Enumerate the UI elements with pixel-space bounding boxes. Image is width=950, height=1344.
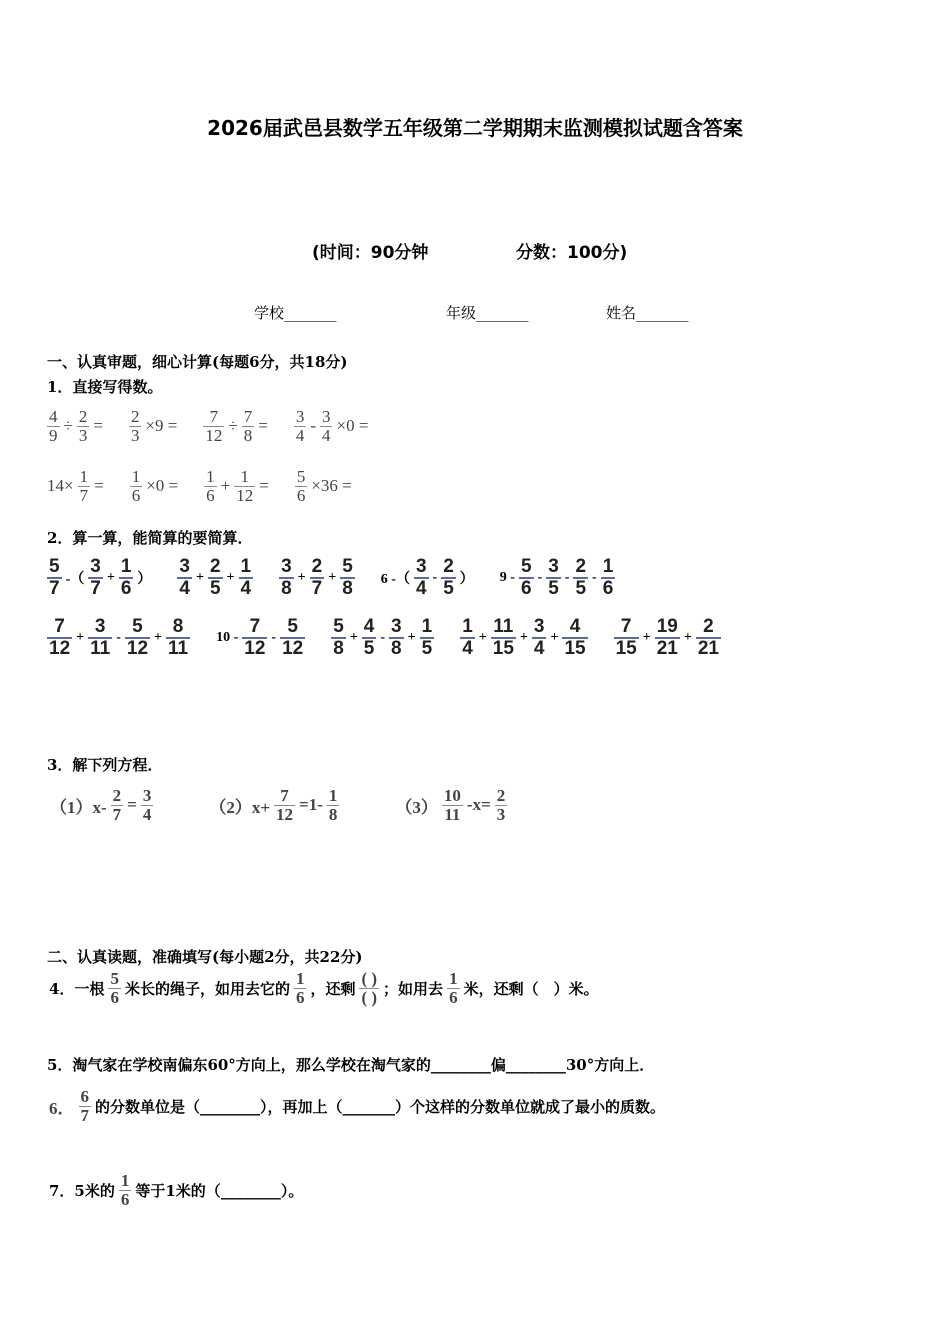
expression-text: 10 - [216, 629, 239, 645]
numerator: 2 [130, 407, 140, 426]
numerator: 5 [520, 556, 532, 577]
fraction [460, 617, 475, 659]
expression-text: ×9 = [145, 416, 178, 436]
expression-text: ×36 = [311, 476, 352, 496]
denominator: 3 [78, 425, 88, 445]
expression-text: + [642, 629, 651, 645]
fraction [78, 468, 91, 505]
denominator: 6 [120, 577, 132, 599]
denominator: 8 [333, 637, 344, 659]
denominator: 4 [142, 804, 152, 824]
denominator: 6 [296, 485, 306, 505]
fraction [294, 970, 307, 1007]
numerator: 1 [295, 969, 305, 988]
fraction [442, 787, 463, 824]
denominator: 11 [444, 804, 461, 824]
denominator: 7 [90, 577, 101, 599]
expression-text: -x= [466, 795, 491, 815]
fraction [141, 787, 154, 824]
expression-text: - [592, 569, 597, 585]
denominator: 6 [110, 987, 119, 1007]
numerator: 1 [79, 467, 89, 486]
q5: 5．淘气家在学校南偏东60°方向上，那么学校在淘气家的________偏________30°方向上． [47, 1056, 655, 1074]
expression [292, 408, 371, 445]
denominator: 15 [492, 637, 514, 659]
expression-text: 等于1米的（________）。 [135, 1181, 304, 1200]
fraction [562, 617, 587, 659]
fraction [47, 408, 60, 445]
expression-text: + [106, 569, 115, 585]
expression-text: - [271, 629, 277, 645]
expression [175, 557, 255, 599]
numerator: 1 [120, 1171, 130, 1190]
denominator: 4 [179, 577, 190, 599]
expression-text: = [258, 416, 268, 436]
grade-field: 年级_______ [446, 304, 529, 322]
q3-equations [48, 787, 531, 824]
fraction [601, 557, 616, 599]
fraction [495, 787, 508, 824]
fraction [532, 617, 547, 659]
denominator: 4 [295, 425, 305, 445]
expression [379, 557, 476, 599]
expression-text: - [380, 629, 386, 645]
fraction [130, 468, 143, 505]
expression-text: ×0 = [146, 476, 179, 496]
denominator: 6 [120, 1189, 130, 1209]
expression [214, 617, 307, 659]
expression-text: + [220, 476, 231, 496]
q2-label: 2．算一算，能简算的要简算． [47, 529, 253, 547]
denominator: 12 [205, 425, 223, 445]
numerator: 7 [249, 616, 261, 637]
numerator: 5 [287, 616, 298, 637]
fraction [279, 557, 294, 599]
denominator: 21 [656, 637, 678, 659]
denominator: 5 [575, 577, 587, 599]
expression-text: + [519, 629, 528, 645]
expression [207, 787, 341, 824]
fraction [119, 557, 134, 599]
denominator: 12 [236, 485, 254, 505]
fraction [519, 557, 534, 599]
denominator: 5 [443, 577, 454, 599]
expression-text: 14× [47, 476, 74, 496]
denominator: 5 [548, 577, 559, 599]
denominator: 6 [295, 987, 305, 1007]
fraction [327, 787, 340, 824]
expression-text: （2）x+ [209, 797, 271, 817]
expression-text: 7．5米的 [49, 1181, 115, 1200]
denominator: 8 [342, 577, 353, 599]
denominator: 6 [520, 577, 532, 599]
denominator: 4 [533, 637, 545, 659]
numerator: 1 [602, 556, 614, 577]
fraction [447, 970, 460, 1007]
expression-text: + [328, 569, 337, 585]
expression-text: 米长的绳子，如用去它的 [124, 979, 290, 998]
denominator: 7 [112, 804, 122, 824]
numerator: 5 [49, 556, 60, 577]
q1-row1 [45, 408, 392, 445]
denominator: 6 [449, 987, 458, 1007]
denominator: 21 [697, 637, 719, 659]
denominator: 4 [415, 577, 427, 599]
denominator: 6 [131, 485, 141, 505]
fraction [696, 617, 721, 659]
fraction [204, 468, 217, 505]
q2-row2 [45, 617, 745, 659]
fraction [242, 617, 267, 659]
fraction [208, 557, 223, 599]
denominator: 3 [130, 425, 140, 445]
fraction [294, 408, 307, 445]
numerator: 1 [449, 969, 458, 988]
fraction [441, 557, 456, 599]
fraction [77, 408, 90, 445]
fraction [280, 617, 305, 659]
q3-label: 3．解下列方程． [47, 756, 163, 774]
q7 [47, 1172, 305, 1209]
fraction [125, 617, 150, 659]
expression-text: + [297, 569, 306, 585]
exam-score: 分数：100分) [516, 243, 628, 263]
numerator: 1 [421, 616, 433, 637]
numerator: 7 [243, 407, 253, 426]
fraction [340, 557, 355, 599]
expression-text: + [349, 629, 358, 645]
expression-text: 米，还剩（ ）米。 [463, 979, 599, 998]
exam-time: (时间：90分钟 [312, 243, 429, 263]
fraction [234, 468, 255, 505]
denominator: 5 [209, 577, 221, 599]
expression [45, 408, 105, 445]
fraction [108, 970, 121, 1007]
numerator: 7 [209, 407, 219, 426]
section-1-heading: 一、认真审题，细心计算(每题6分，共18分) [47, 353, 348, 371]
numerator: 3 [533, 616, 545, 637]
numerator: 2 [575, 556, 587, 577]
fraction [655, 617, 680, 659]
fraction [362, 617, 377, 659]
fraction [414, 557, 429, 599]
numerator: 3 [90, 556, 101, 577]
numerator: 1 [131, 467, 141, 486]
expression-text: - [564, 569, 570, 585]
expression [202, 468, 271, 505]
expression [458, 617, 589, 659]
q6 [47, 1088, 667, 1125]
numerator: 5 [342, 556, 353, 577]
fraction [331, 617, 346, 659]
fraction [573, 557, 588, 599]
fraction [47, 557, 62, 599]
fraction [129, 408, 142, 445]
fraction [274, 787, 295, 824]
fraction [166, 617, 190, 659]
numerator: 7 [620, 616, 632, 637]
expression-text: -（ [65, 571, 85, 587]
numerator: 1 [240, 467, 249, 486]
q1-label: 1．直接写得数。 [47, 378, 163, 396]
denominator: 15 [564, 637, 586, 659]
numerator: 1 [462, 616, 473, 637]
numerator: 4 [363, 616, 375, 637]
expression-text: + [478, 629, 487, 645]
fraction [203, 408, 224, 445]
expression-text: ） [459, 571, 474, 587]
numerator: 3 [179, 556, 190, 577]
expression-text: ；如用去 [383, 979, 444, 998]
expression-text: + [76, 629, 85, 645]
expression-text: ×0 = [336, 416, 369, 436]
numerator: 2 [78, 407, 88, 426]
expression-text: + [226, 569, 235, 585]
numerator: 8 [172, 616, 184, 637]
expression [329, 617, 436, 659]
numerator: 10 [443, 786, 461, 805]
fraction [111, 787, 124, 824]
numerator: 2 [443, 556, 454, 577]
numerator: 3 [142, 786, 152, 805]
expression-text: ） [137, 571, 152, 587]
fraction [239, 557, 254, 599]
expression-text: = [259, 476, 269, 496]
numerator: 3 [415, 556, 427, 577]
fraction [491, 617, 516, 659]
numerator: 4 [569, 616, 581, 637]
fraction [320, 408, 333, 445]
numerator: 1 [328, 786, 338, 805]
expression [48, 787, 155, 824]
q1-row2 [45, 468, 376, 505]
fraction [389, 617, 404, 659]
numerator: 19 [656, 616, 678, 637]
numerator: 5 [110, 969, 119, 988]
numerator: 2 [496, 786, 506, 805]
numerator: ( ) [361, 969, 378, 988]
denominator: 8 [281, 577, 292, 599]
expression [45, 468, 106, 505]
numerator: 1 [206, 467, 215, 486]
denominator: 4 [321, 425, 331, 445]
expression-text: - [310, 416, 316, 436]
expression [498, 557, 618, 599]
fraction [359, 970, 379, 1007]
expression [277, 557, 357, 599]
numerator: 2 [209, 556, 221, 577]
name-field: 姓名_______ [606, 304, 689, 322]
numerator: 3 [548, 556, 559, 577]
denominator: 4 [462, 637, 473, 659]
expression-text: （1）x- [50, 797, 107, 817]
denominator: 12 [276, 804, 294, 824]
expression [128, 468, 180, 505]
expression [612, 617, 723, 659]
expression-text: + [683, 629, 692, 645]
numerator: 5 [296, 467, 306, 486]
expression-text: - [537, 569, 543, 585]
denominator: ( ) [361, 987, 378, 1007]
expression-text: = [94, 476, 104, 496]
denominator: 11 [90, 637, 111, 659]
fraction [546, 557, 561, 599]
numerator: 1 [120, 556, 132, 577]
denominator: 7 [311, 577, 323, 599]
denominator: 8 [328, 804, 338, 824]
denominator: 15 [615, 637, 637, 659]
denominator: 12 [282, 637, 304, 659]
expression-text: 6 -（ [380, 571, 410, 587]
fraction [88, 557, 103, 599]
fraction [177, 557, 192, 599]
q2-row1 [45, 557, 639, 599]
expression-text: - [432, 569, 438, 585]
expression-text: 4．一根 [49, 979, 105, 998]
expression [127, 408, 179, 445]
fraction [47, 617, 72, 659]
denominator: 5 [363, 637, 375, 659]
denominator: 11 [168, 637, 189, 659]
fraction [310, 557, 325, 599]
numerator: 5 [333, 616, 344, 637]
section-2-heading: 二、认真读题，准确填写(每小题2分，共22分) [47, 948, 363, 966]
expression-text: 的分数单位是（________），再加上（_______）个这样的分数单位就成了最小的质数。 [95, 1097, 666, 1116]
expression-text: ÷ [63, 416, 73, 436]
numerator: 5 [132, 616, 143, 637]
fraction [614, 617, 639, 659]
numerator: 3 [94, 616, 106, 637]
expression-text: ，还剩 [310, 979, 356, 998]
numerator: 11 [493, 616, 514, 637]
numerator: 1 [240, 556, 252, 577]
fraction [88, 617, 112, 659]
expression-text: 9 - [499, 569, 515, 585]
expression [293, 468, 354, 505]
numerator: 2 [703, 616, 714, 637]
numerator: 3 [391, 616, 402, 637]
expression-text: + [407, 629, 416, 645]
numerator: 7 [54, 616, 65, 637]
numerator: 3 [281, 556, 292, 577]
expression [393, 787, 509, 824]
expression-text: + [195, 569, 204, 585]
denominator: 7 [49, 577, 60, 599]
expression-text: - [116, 629, 121, 645]
expression-text: =1- [299, 795, 323, 815]
denominator: 12 [49, 637, 71, 659]
numerator: 6 [80, 1087, 89, 1106]
numerator: 3 [295, 407, 305, 426]
denominator: 6 [206, 485, 215, 505]
fraction [242, 408, 255, 445]
denominator: 5 [421, 637, 433, 659]
numerator: 2 [112, 786, 122, 805]
expression [201, 408, 269, 445]
denominator: 6 [602, 577, 614, 599]
fraction [119, 1172, 132, 1209]
denominator: 8 [243, 425, 253, 445]
denominator: 12 [244, 637, 266, 659]
expression-text: = [93, 416, 103, 436]
fraction [295, 468, 308, 505]
numerator: 4 [49, 407, 58, 426]
numerator: 3 [321, 407, 331, 426]
denominator: 3 [496, 804, 506, 824]
numerator: 7 [280, 786, 289, 805]
denominator: 7 [79, 485, 89, 505]
expression [45, 557, 153, 599]
fraction [420, 617, 435, 659]
expression [45, 617, 192, 659]
expression-text: = [127, 795, 137, 815]
denominator: 7 [80, 1105, 89, 1125]
q4 [47, 970, 601, 1007]
school-field: 学校_______ [254, 304, 337, 322]
denominator: 8 [391, 637, 402, 659]
page-title: 2026届武邑县数学五年级第二学期期末监测模拟试题含答案 [207, 116, 743, 140]
expression-text: 6． [49, 1098, 75, 1118]
expression-text: （3） [395, 797, 438, 817]
denominator: 4 [240, 577, 252, 599]
denominator: 12 [126, 637, 149, 659]
expression-text: + [154, 629, 163, 645]
denominator: 9 [49, 425, 58, 445]
fraction [79, 1088, 92, 1125]
expression-text: ÷ [228, 416, 238, 436]
expression-text: + [550, 629, 559, 645]
numerator: 2 [311, 556, 323, 577]
